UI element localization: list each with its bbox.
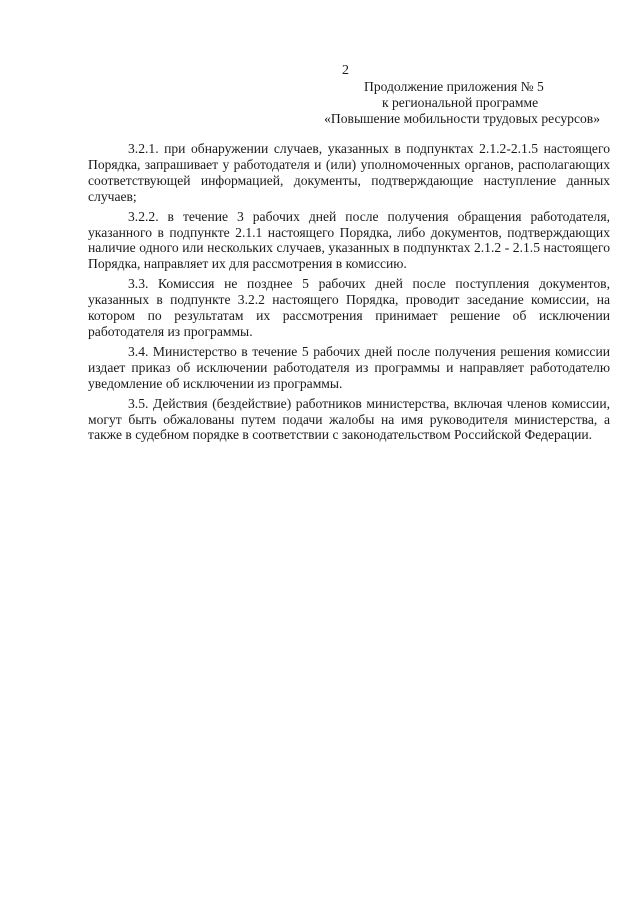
paragraph-3-4: 3.4. Министерство в течение 5 рабочих дней после получения решения комиссии издает приказ об исключении работодателя из программы и направляет работодателю уведомление об исключении из программы.: [88, 343, 610, 391]
paragraph-3-2-2: 3.2.2. в течение 3 рабочих дней после получения обращения работодателя, указанного в подпункте 2.1.1 настоящего Порядка, либо документов, подтверждающих наличие одного или нескольких случаев, указанных в подпунктах 2.1.2 - 2.1.5 настоящего Порядка, направляет их для рассмотрения в комиссию.: [88, 208, 610, 272]
program-title: «Повышение мобильности трудовых ресурсов»: [324, 111, 600, 126]
appendix-header: [300, 79, 600, 127]
paragraph-3-5: 3.5. Действия (бездействие) работников министерства, включая членов комиссии, могут быть обжалованы путем подачи жалобы на имя руководителя министерства, а также в судебном порядке в соответствии с законодательством Российской Федерации.: [88, 395, 610, 443]
appendix-continuation: Продолжение приложения № 5: [364, 79, 544, 94]
program-reference: к региональной программе: [382, 95, 539, 110]
page-number: 2: [342, 63, 349, 78]
document-body: [88, 141, 610, 447]
paragraph-3-3: 3.3. Комиссия не позднее 5 рабочих дней после поступления документов, указанных в подпункте 3.2.2 настоящего Порядка, проводит заседание комиссии, на котором по результатам их рассмотрения принимает решение об исключении работодателя из программы.: [88, 276, 610, 339]
paragraph-3-2-1: 3.2.1. при обнаружении случаев, указанных в подпунктах 2.1.2-2.1.5 настоящего Порядка, запрашивает у работодателя и (или) уполномоченных органов, располагающих соответствующей информацией, документы, подтверждающие наступление данных случаев;: [88, 141, 610, 204]
